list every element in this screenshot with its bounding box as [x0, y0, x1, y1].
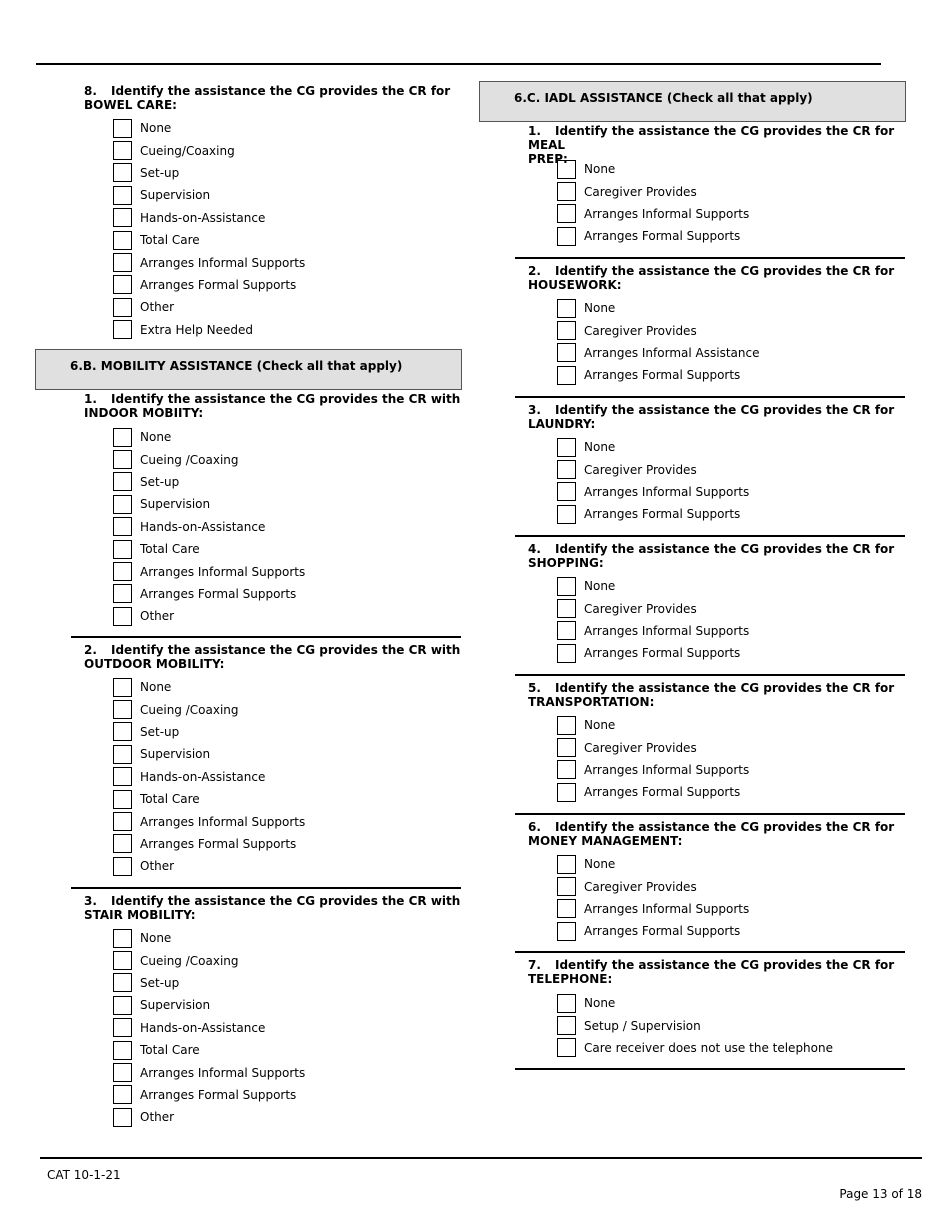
option-row[interactable]: [113, 560, 305, 582]
checkbox[interactable]: [113, 540, 132, 559]
option-row[interactable]: [557, 1014, 833, 1036]
option-row[interactable]: [557, 992, 833, 1014]
option-label: Arranges Informal Supports: [584, 623, 750, 638]
option-label: None: [584, 996, 616, 1011]
option-label: Arranges Formal Supports: [140, 277, 297, 292]
option-row[interactable]: [557, 759, 749, 781]
option-label: Hands-on-Assistance: [140, 769, 266, 784]
checkbox[interactable]: [113, 163, 132, 182]
option-label: Total Care: [140, 1043, 200, 1058]
option-label: Cueing/Coaxing: [140, 143, 235, 158]
option-row[interactable]: [113, 972, 305, 994]
option-label: Arranges Informal Supports: [584, 206, 750, 221]
option-row[interactable]: [113, 207, 305, 229]
checkbox[interactable]: [113, 678, 132, 697]
option-row[interactable]: [557, 364, 759, 386]
option-label: None: [140, 680, 172, 695]
option-label: None: [584, 440, 616, 455]
option-label: Set-up: [140, 975, 180, 990]
checkbox[interactable]: [113, 1041, 132, 1060]
option-row[interactable]: [113, 788, 305, 810]
checkbox[interactable]: [557, 460, 576, 479]
checkbox[interactable]: [113, 517, 132, 536]
option-row[interactable]: [557, 436, 749, 458]
option-row[interactable]: [557, 503, 749, 525]
option-row[interactable]: [557, 481, 749, 503]
checkbox[interactable]: [557, 621, 576, 640]
option-label: Arranges Informal Supports: [140, 1065, 306, 1080]
option-row[interactable]: [113, 994, 305, 1016]
checkbox[interactable]: [557, 505, 576, 524]
option-label: Care receiver does not use the telephone: [584, 1040, 833, 1055]
divider: [515, 951, 905, 953]
option-row[interactable]: [113, 184, 305, 206]
checkbox[interactable]: [557, 1038, 576, 1057]
checkbox[interactable]: [557, 160, 576, 179]
option-row[interactable]: [113, 1039, 305, 1061]
checkbox[interactable]: [557, 716, 576, 735]
option-row[interactable]: [113, 471, 305, 493]
checkbox[interactable]: [557, 899, 576, 918]
checkbox[interactable]: [113, 996, 132, 1015]
question-indoor-mobility: 1. Identify the assistance the CG provides the CR with INDOOR MOBIITY:: [84, 392, 461, 420]
option-row[interactable]: [113, 117, 305, 139]
option-row[interactable]: [557, 297, 759, 319]
option-row[interactable]: [113, 583, 305, 605]
checkbox[interactable]: [113, 834, 132, 853]
option-row[interactable]: [557, 898, 749, 920]
option-row[interactable]: [113, 516, 305, 538]
checkbox[interactable]: [113, 450, 132, 469]
checkbox[interactable]: [557, 577, 576, 596]
checkbox[interactable]: [113, 298, 132, 317]
question-outdoor-mobility: 2. Identify the assistance the CG provides the CR with OUTDOOR MOBILITY:: [84, 643, 461, 671]
options-stair-mobility: [113, 927, 305, 1129]
checkbox[interactable]: [557, 599, 576, 618]
top-rule: [36, 63, 881, 65]
options-transportation: [557, 714, 749, 804]
option-label: Caregiver Provides: [584, 601, 697, 616]
option-label: None: [584, 857, 616, 872]
divider: [515, 257, 905, 259]
checkbox[interactable]: [557, 299, 576, 318]
option-label: None: [140, 430, 172, 445]
option-row[interactable]: [557, 342, 759, 364]
option-row[interactable]: [557, 736, 749, 758]
checkbox[interactable]: [557, 482, 576, 501]
option-label: Other: [140, 859, 175, 874]
option-label: Caregiver Provides: [584, 879, 697, 894]
checkbox[interactable]: [113, 722, 132, 741]
checkbox[interactable]: [113, 186, 132, 205]
option-row[interactable]: [113, 139, 305, 161]
option-label: None: [140, 931, 172, 946]
option-row[interactable]: [113, 229, 305, 251]
option-row[interactable]: [557, 158, 749, 180]
option-row[interactable]: [113, 538, 305, 560]
option-label: Arranges Formal Supports: [584, 924, 741, 939]
option-label: Total Care: [140, 792, 200, 807]
option-row[interactable]: [113, 766, 305, 788]
section-header-mobility: 6.B. MOBILITY ASSISTANCE (Check all that apply): [35, 349, 462, 390]
option-label: Total Care: [140, 542, 200, 557]
options-bowel-care: [113, 117, 305, 341]
option-label: None: [584, 301, 616, 316]
option-label: Caregiver Provides: [584, 184, 697, 199]
checkbox[interactable]: [557, 922, 576, 941]
checkbox[interactable]: [557, 738, 576, 757]
options-outdoor-mobility: [113, 676, 305, 878]
option-row[interactable]: [557, 781, 749, 803]
question-shopping: 4. Identify the assistance the CG provides the CR for SHOPPING:: [528, 542, 895, 570]
question-bowel-care: 8. Identify the assistance the CG provides the CR for BOWEL CARE:: [84, 84, 451, 112]
option-label: None: [584, 162, 616, 177]
option-row[interactable]: [113, 1061, 305, 1083]
checkbox[interactable]: [113, 275, 132, 294]
option-row[interactable]: [113, 927, 305, 949]
option-label: Supervision: [140, 998, 211, 1013]
option-row[interactable]: [113, 1084, 305, 1106]
option-label: None: [140, 121, 172, 136]
option-label: Arranges Formal Supports: [584, 507, 741, 522]
checkbox[interactable]: [113, 767, 132, 786]
checkbox[interactable]: [113, 119, 132, 138]
checkbox[interactable]: [113, 584, 132, 603]
checkbox[interactable]: [113, 929, 132, 948]
checkbox[interactable]: [113, 562, 132, 581]
checkbox[interactable]: [557, 366, 576, 385]
option-row[interactable]: [557, 597, 749, 619]
option-label: Arranges Formal Supports: [584, 785, 741, 800]
option-label: Arranges Formal Supports: [140, 586, 297, 601]
option-label: Arranges Informal Supports: [140, 814, 306, 829]
checkbox[interactable]: [113, 973, 132, 992]
option-row[interactable]: [113, 833, 305, 855]
option-label: Supervision: [140, 747, 211, 762]
option-row[interactable]: [113, 1017, 305, 1039]
section-header-iadl: 6.C. IADL ASSISTANCE (Check all that apply): [479, 81, 906, 122]
divider: [515, 396, 905, 398]
option-label: Arranges Formal Supports: [584, 368, 741, 383]
option-row[interactable]: [557, 642, 749, 664]
checkbox[interactable]: [113, 141, 132, 160]
checkbox[interactable]: [557, 204, 576, 223]
option-label: None: [584, 579, 616, 594]
option-row[interactable]: [113, 1106, 305, 1128]
option-label: Extra Help Needed: [140, 322, 254, 337]
checkbox[interactable]: [557, 438, 576, 457]
option-label: Cueing /Coaxing: [140, 452, 239, 467]
option-label: Cueing /Coaxing: [140, 953, 239, 968]
option-label: None: [584, 718, 616, 733]
option-label: Arranges Formal Supports: [140, 836, 297, 851]
option-row[interactable]: [113, 605, 305, 627]
checkbox[interactable]: [113, 208, 132, 227]
divider: [515, 813, 905, 815]
option-row[interactable]: [113, 721, 305, 743]
option-row[interactable]: [557, 203, 749, 225]
checkbox[interactable]: [113, 857, 132, 876]
question-laundry: 3. Identify the assistance the CG provides the CR for LAUNDRY:: [528, 403, 895, 431]
option-label: Arranges Informal Assistance: [584, 345, 760, 360]
option-label: Set-up: [140, 724, 180, 739]
option-row[interactable]: [557, 458, 749, 480]
options-indoor-mobility: [113, 426, 305, 628]
question-meal-prep: 1. Identify the assistance the CG provides the CR for MEAL PREP:: [528, 124, 895, 166]
checkbox[interactable]: [113, 1085, 132, 1104]
checkbox[interactable]: [557, 182, 576, 201]
option-row[interactable]: [557, 714, 749, 736]
option-label: Hands-on-Assistance: [140, 1020, 266, 1035]
option-row[interactable]: [557, 319, 759, 341]
option-label: Arranges Informal Supports: [584, 762, 750, 777]
checkbox[interactable]: [557, 321, 576, 340]
checkbox[interactable]: [113, 951, 132, 970]
option-row[interactable]: [557, 875, 749, 897]
option-label: Set-up: [140, 474, 180, 489]
question-stair-mobility: 3. Identify the assistance the CG provides the CR with STAIR MOBILITY:: [84, 894, 461, 922]
options-shopping: [557, 575, 749, 665]
option-row[interactable]: [557, 920, 749, 942]
option-row[interactable]: [113, 319, 305, 341]
options-laundry: [557, 436, 749, 526]
option-label: Caregiver Provides: [584, 740, 697, 755]
option-row[interactable]: [113, 810, 305, 832]
option-label: Supervision: [140, 497, 211, 512]
option-row[interactable]: [113, 743, 305, 765]
option-label: Arranges Informal Supports: [584, 901, 750, 916]
option-row[interactable]: [113, 493, 305, 515]
option-row[interactable]: [113, 296, 305, 318]
checkbox[interactable]: [113, 231, 132, 250]
option-label: Arranges Formal Supports: [584, 646, 741, 661]
option-row[interactable]: [557, 180, 749, 202]
checkbox[interactable]: [113, 1063, 132, 1082]
option-label: Caregiver Provides: [584, 462, 697, 477]
divider: [515, 535, 905, 537]
option-label: Arranges Formal Supports: [140, 1087, 297, 1102]
checkbox[interactable]: [113, 253, 132, 272]
options-meal-prep: [557, 158, 749, 248]
footer-rule: [40, 1157, 922, 1159]
checkbox[interactable]: [557, 760, 576, 779]
option-row[interactable]: [113, 274, 305, 296]
option-label: Arranges Formal Supports: [584, 229, 741, 244]
checkbox[interactable]: [113, 428, 132, 447]
option-row[interactable]: [113, 949, 305, 971]
option-row[interactable]: [557, 575, 749, 597]
option-label: Hands-on-Assistance: [140, 519, 266, 534]
checkbox[interactable]: [113, 812, 132, 831]
checkbox[interactable]: [113, 320, 132, 339]
option-label: Hands-on-Assistance: [140, 210, 266, 225]
checkbox[interactable]: [557, 227, 576, 246]
checkbox[interactable]: [557, 855, 576, 874]
option-row[interactable]: [113, 162, 305, 184]
checkbox[interactable]: [113, 472, 132, 491]
checkbox[interactable]: [557, 994, 576, 1013]
option-row[interactable]: [113, 698, 305, 720]
option-row[interactable]: [557, 853, 749, 875]
option-row[interactable]: [113, 676, 305, 698]
checkbox[interactable]: [113, 700, 132, 719]
option-label: Other: [140, 609, 175, 624]
option-row[interactable]: [557, 620, 749, 642]
checkbox[interactable]: [557, 343, 576, 362]
option-row[interactable]: [113, 251, 305, 273]
checkbox[interactable]: [113, 607, 132, 626]
option-row[interactable]: [557, 1037, 833, 1059]
options-telephone: [557, 992, 833, 1059]
option-row[interactable]: [557, 225, 749, 247]
option-label: Set-up: [140, 165, 180, 180]
divider: [71, 636, 461, 638]
option-label: Setup / Supervision: [584, 1018, 701, 1033]
page-number: Page 13 of 18: [839, 1187, 922, 1201]
option-label: Other: [140, 1110, 175, 1125]
option-label: Other: [140, 300, 175, 315]
option-label: Cueing /Coaxing: [140, 702, 239, 717]
question-telephone: 7. Identify the assistance the CG provides the CR for TELEPHONE:: [528, 958, 895, 986]
option-row[interactable]: [113, 855, 305, 877]
divider: [515, 1068, 905, 1070]
option-row[interactable]: [113, 448, 305, 470]
divider: [71, 887, 461, 889]
checkbox[interactable]: [557, 877, 576, 896]
question-transportation: 5. Identify the assistance the CG provides the CR for TRANSPORTATION:: [528, 681, 895, 709]
divider: [515, 674, 905, 676]
options-money-management: [557, 853, 749, 943]
checkbox[interactable]: [113, 495, 132, 514]
option-row[interactable]: [113, 426, 305, 448]
option-label: Arranges Informal Supports: [584, 484, 750, 499]
checkbox[interactable]: [557, 1016, 576, 1035]
option-label: Arranges Informal Supports: [140, 564, 306, 579]
form-code: CAT 10-1-21: [47, 1168, 121, 1182]
options-housework: [557, 297, 759, 387]
checkbox[interactable]: [113, 1108, 132, 1127]
checkbox[interactable]: [557, 644, 576, 663]
checkbox[interactable]: [113, 1018, 132, 1037]
option-label: Supervision: [140, 188, 211, 203]
question-housework: 2. Identify the assistance the CG provides the CR for HOUSEWORK:: [528, 264, 895, 292]
checkbox[interactable]: [557, 783, 576, 802]
option-label: Total Care: [140, 233, 200, 248]
question-money-management: 6. Identify the assistance the CG provides the CR for MONEY MANAGEMENT:: [528, 820, 895, 848]
checkbox[interactable]: [113, 790, 132, 809]
checkbox[interactable]: [113, 745, 132, 764]
option-label: Caregiver Provides: [584, 323, 697, 338]
option-label: Arranges Informal Supports: [140, 255, 306, 270]
